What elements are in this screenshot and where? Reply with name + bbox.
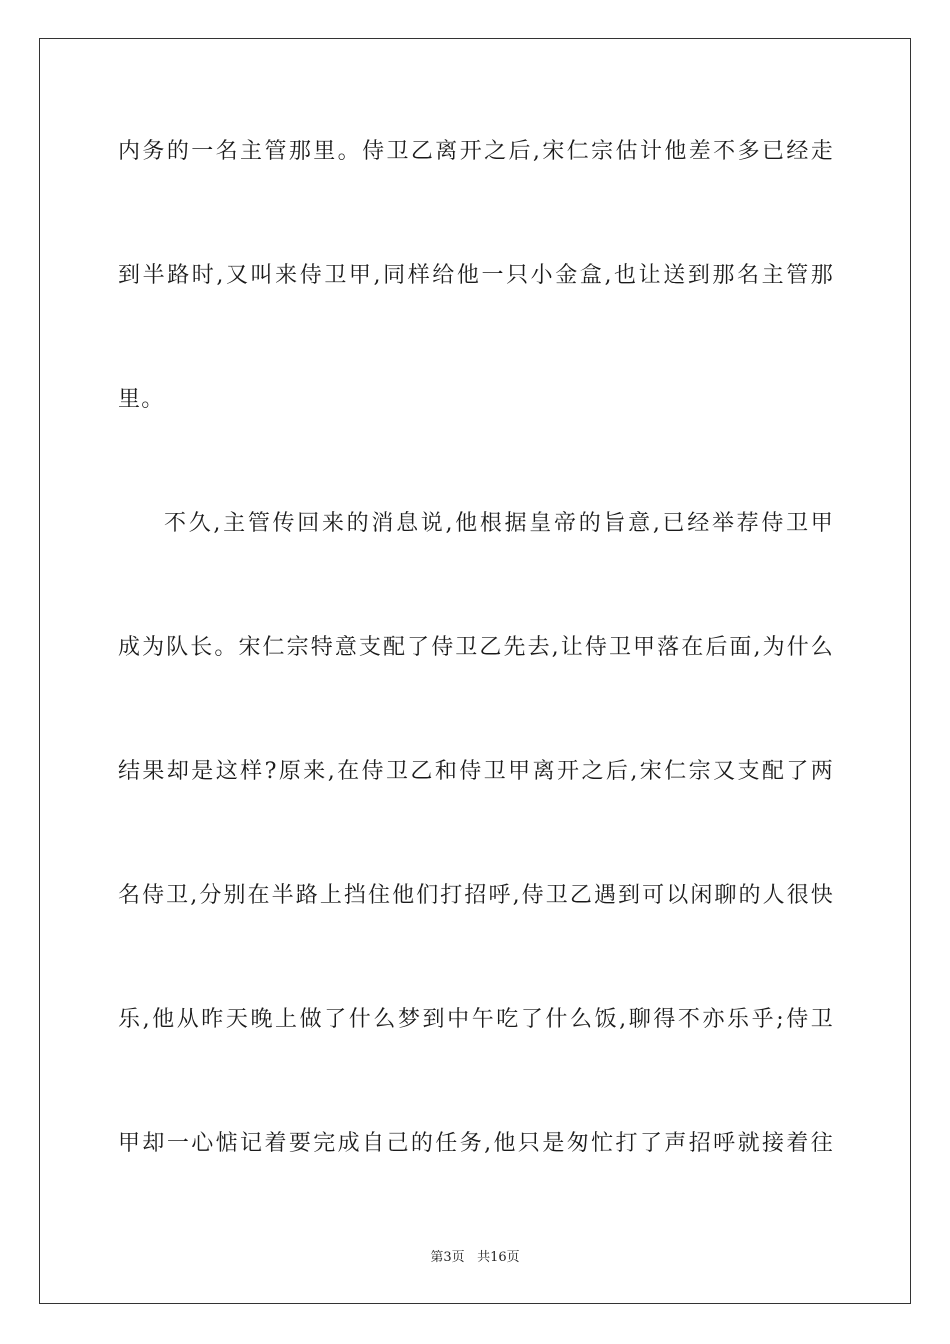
page-footer — [0, 1246, 950, 1265]
text-line-9: 甲却一心惦记着要完成自己的任务,他只是匆忙打了声招呼就接着往 — [118, 1131, 834, 1156]
text-line-5: 成为队长。宋仁宗特意支配了侍卫乙先去,让侍卫甲落在后面,为什么 — [118, 635, 834, 660]
text-line-7: 名侍卫,分别在半路上挡住他们打招呼,侍卫乙遇到可以闲聊的人很快 — [118, 883, 834, 908]
text-line-4: 不久,主管传回来的消息说,他根据皇帝的旨意,已经举荐侍卫甲 — [164, 511, 834, 536]
page-border — [39, 38, 911, 1304]
text-line-1: 内务的一名主管那里。侍卫乙离开之后,宋仁宗估计他差不多已经走 — [118, 139, 834, 164]
total-pages: 共16页 — [477, 1250, 520, 1265]
page-number: 第3页 — [430, 1250, 465, 1265]
text-line-6: 结果却是这样?原来,在侍卫乙和侍卫甲离开之后,宋仁宗又支配了两 — [118, 759, 834, 784]
text-line-3: 里。 — [118, 387, 165, 412]
text-line-2: 到半路时,又叫来侍卫甲,同样给他一只小金盒,也让送到那名主管那 — [118, 263, 834, 288]
text-line-8: 乐,他从昨天晚上做了什么梦到中午吃了什么饭,聊得不亦乐乎;侍卫 — [118, 1007, 834, 1032]
